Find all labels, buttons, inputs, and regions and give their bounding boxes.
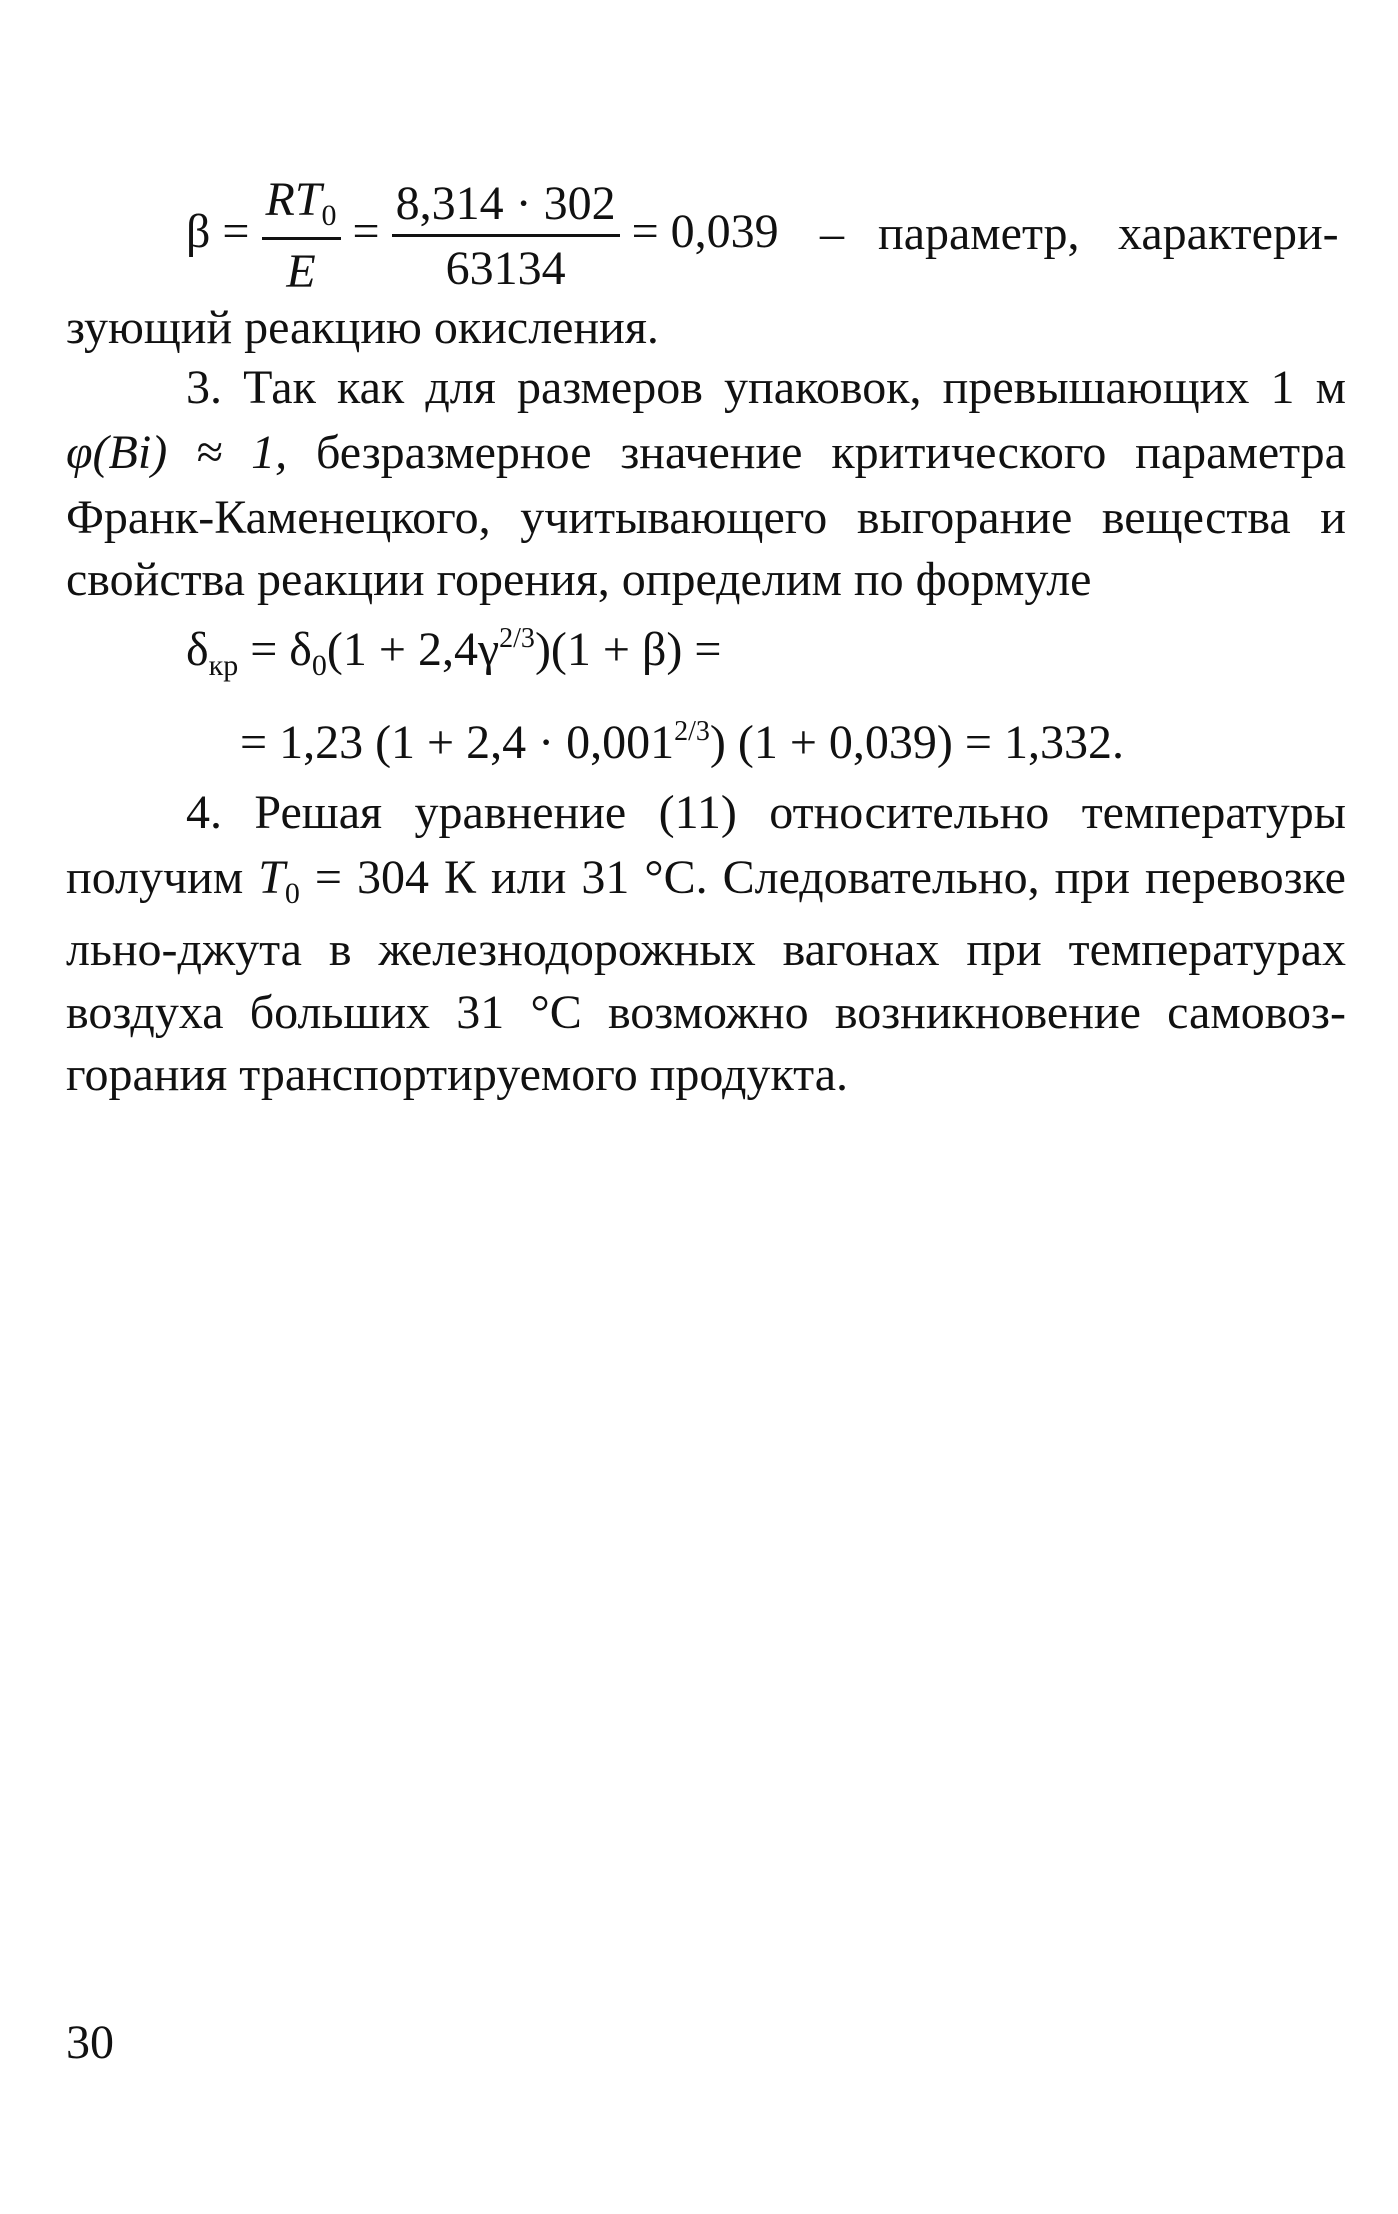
fraction-rt-over-e (262, 173, 341, 298)
paragraph-line: воздуха больших 31 °С возможно возникновение самовоз- (66, 986, 1346, 1039)
numeric-numerator: 8,314 · 302 (392, 180, 620, 237)
paragraph-line: горания транспортируемого продукта. (66, 1048, 849, 1101)
beta-lhs: β = (186, 205, 250, 259)
fraction-numeric (392, 176, 620, 295)
paragraph-line: зующий реакцию окисления. (66, 301, 659, 354)
paragraph-line: свойства реакции горения, определим по формуле (66, 553, 1092, 606)
paragraph-line: получим $T_0 = 304$ К или 31 °С. Следовательно, при перевозке (66, 851, 1346, 910)
paragraph-line: φ(Bi) ≈ 1, безразмерное значение критического параметра (66, 426, 1346, 479)
fraction-numerator: RT (265, 173, 322, 226)
dash: – (820, 207, 844, 260)
numeric-denominator: 63134 (445, 241, 566, 295)
paragraph-line: льно-джута в железнодорожных вагонах при температурах (66, 923, 1346, 976)
phi-bi-expression: φ(Bi) ≈ 1, (66, 426, 288, 479)
page-number: 30 (66, 2016, 114, 2069)
beta-result: = 0,039 (631, 205, 779, 259)
beta-formula (186, 173, 779, 298)
subscript-zero: 0 (321, 199, 337, 232)
delta-calculation: = 1,23 $(1 + 2,4 \cdot 0,001^{2/3})$ (1 + 0,039) = 1,332. (240, 716, 1124, 769)
delta-formula: $\delta_{кр} = \delta_0(1 + 2,4\gamma^{2/3})(1 + \beta)$ = (186, 623, 722, 682)
word-characterizing: характери- (1118, 207, 1339, 260)
paragraph-line: 4. Решая уравнение (11) относительно температуры (186, 786, 1346, 839)
equals-sign: = (352, 205, 380, 259)
paragraph-line: Франк-Каменецкого, учитывающего выгорание вещества и (66, 491, 1346, 544)
fraction-denominator: E (286, 245, 316, 298)
word-parameter: параметр, (878, 207, 1080, 260)
paragraph-line: 3. Так как для размеров упаковок, превышающих 1 м (186, 361, 1346, 414)
